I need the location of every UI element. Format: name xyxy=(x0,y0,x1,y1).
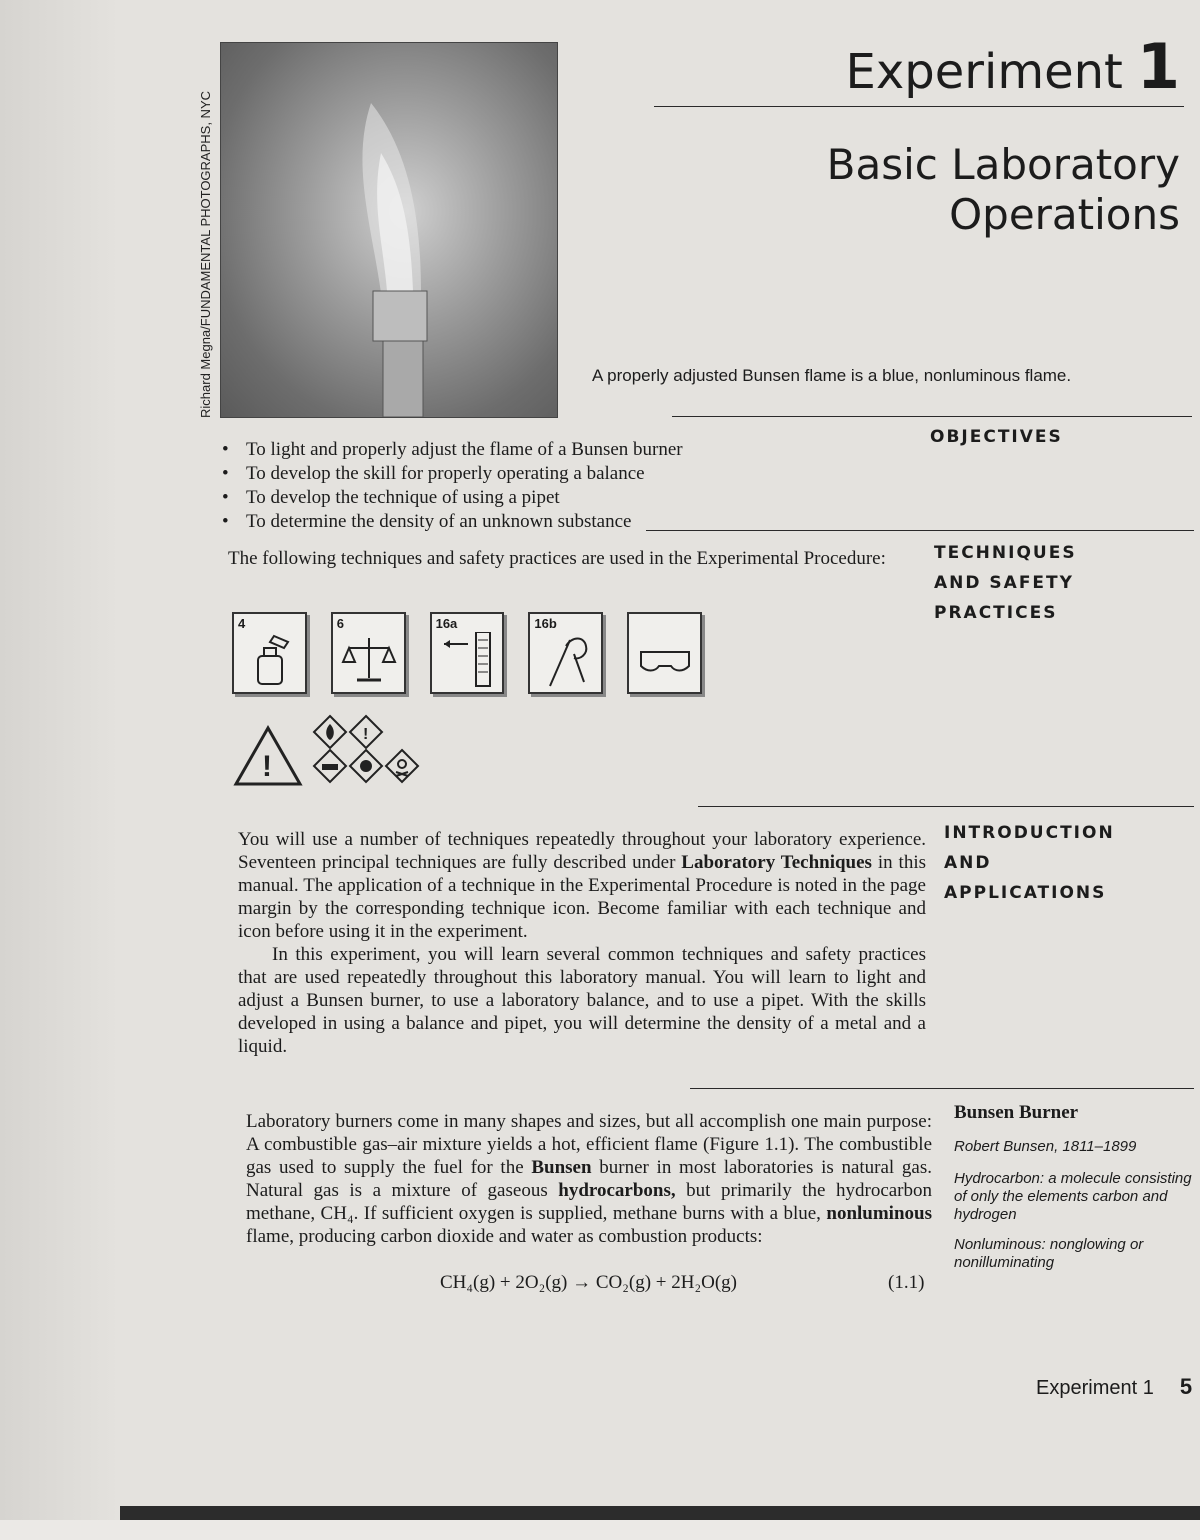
footer-label: Experiment 1 xyxy=(1036,1377,1154,1399)
svg-text:!: ! xyxy=(262,750,272,783)
experiment-number: 1 xyxy=(1136,30,1180,103)
introduction-paragraph-1 xyxy=(238,828,926,943)
text-run: You will use a number of techniques repeatedly throughout your laboratory experience. Seventeen principal techniques are fully described under xyxy=(238,829,926,873)
technique-number: 16b xyxy=(534,616,557,631)
bold-term: hydrocarbons, xyxy=(558,1180,676,1201)
hazard-symbols xyxy=(232,710,452,790)
margin-note-nonluminous: Nonluminous: nonglowing or nonilluminating xyxy=(954,1236,1144,1271)
techniques-heading-line: PRACTICES xyxy=(934,603,1058,623)
margin-note-hydrocarbon: Hydrocarbon: a molecule consisting of only the elements carbon and hydrogen xyxy=(954,1170,1192,1223)
page-footer xyxy=(1036,1374,1196,1402)
title-rule xyxy=(654,106,1184,107)
health-hazard-diamond-icon xyxy=(350,750,382,782)
bunsen-burner-heading: Bunsen Burner xyxy=(954,1102,1079,1123)
text-run: Laboratory burners come in many shapes and sizes, but all accomplish one main purpose: A combustible gas–air mixture yields a hot, efficient flame (Figure 1.1). The combustible gas used to supply the fuel for the xyxy=(246,1111,932,1178)
technique-number: 16a xyxy=(435,616,458,631)
bold-term: nonluminous xyxy=(826,1203,932,1224)
below-page-area xyxy=(0,1520,1200,1540)
objectives-list xyxy=(222,438,822,548)
bunsen-burner-text xyxy=(246,1110,932,1266)
bunsen-flame-photo xyxy=(220,42,558,418)
techniques-heading-line: AND SAFETY xyxy=(934,573,1074,593)
bold-term: Bunsen xyxy=(531,1157,592,1178)
text-run: flame, producing carbon dioxide and water as combustion products: xyxy=(246,1226,763,1247)
safety-goggles-icon xyxy=(635,632,695,688)
introduction-text xyxy=(238,828,926,1080)
bunsen-paragraph xyxy=(246,1110,932,1248)
bold-term: Laboratory Techniques xyxy=(681,852,872,873)
caution-triangle-icon xyxy=(236,728,300,784)
title-line-1: Basic Laboratory xyxy=(826,140,1180,189)
bunsen-burner-image xyxy=(221,43,557,417)
list-item: • To determine the density of an unknown substance xyxy=(222,510,822,534)
technique-16a-icon xyxy=(430,612,505,694)
svg-text:!: ! xyxy=(363,726,369,743)
combustion-equation: CH₄(g) + 2O₂(g) → CO₂(g) + 2H₂O(g) xyxy=(440,1272,737,1293)
objectives-heading: OBJECTIVES xyxy=(930,427,1063,447)
corrosive-diamond-icon xyxy=(314,750,346,782)
list-item: • To develop the skill for properly operating a balance xyxy=(222,462,822,486)
introduction-paragraph-2: In this experiment, you will learn several common techniques and safety practices that are used repeatedly throughout this laboratory manual. You will learn to light and adjust a Bunsen burner, to use a laboratory balance, and to use a pipet. With the skills developed in using a balance and pipet, you will determine the density of a metal and a liquid. xyxy=(238,944,926,1057)
reagent-bottle-icon xyxy=(240,632,300,688)
pipet-hand-icon xyxy=(536,632,596,688)
introduction-heading-line: APPLICATIONS xyxy=(944,883,1107,903)
irritant-diamond-icon xyxy=(350,716,382,748)
page-title xyxy=(680,140,1180,250)
margin-note-bunsen: Robert Bunsen, 1811–1899 xyxy=(954,1138,1137,1155)
list-item: • To develop the technique of using a pipet xyxy=(222,486,822,510)
title-line-2: Operations xyxy=(949,190,1180,239)
text-run: burner in most laboratories is natural gas. Natural gas is a mixture of gaseous xyxy=(246,1157,932,1201)
technique-icons xyxy=(232,612,702,696)
technique-number: 6 xyxy=(336,616,345,631)
balance-icon xyxy=(339,632,399,688)
technique-16b-icon xyxy=(528,612,603,694)
toxic-diamond-icon xyxy=(386,750,418,782)
techniques-intro: The following techniques and safety practices are used in the Experimental Procedure: xyxy=(228,548,886,569)
technique-number: 4 xyxy=(238,616,246,631)
experiment-word: Experiment xyxy=(845,44,1123,100)
list-item: • To light and properly adjust the flame of a Bunsen burner xyxy=(222,438,822,462)
technique-4-icon xyxy=(232,612,307,694)
page-margin-shadow xyxy=(0,0,120,1540)
safety-goggles-technique-icon xyxy=(627,612,702,694)
photo-caption: A properly adjusted Bunsen flame is a blue, nonluminous flame. xyxy=(592,366,1072,385)
techniques-heading xyxy=(934,538,1174,634)
page-bottom-edge xyxy=(120,1506,1200,1520)
page-number: 5 xyxy=(1179,1374,1193,1399)
introduction-heading-line: INTRODUCTION xyxy=(944,823,1115,843)
introduction-heading xyxy=(944,818,1184,914)
introduction-heading-line: AND xyxy=(944,853,992,873)
introduction-rule xyxy=(698,806,1194,807)
techniques-heading-line: TECHNIQUES xyxy=(934,543,1077,563)
technique-6-icon xyxy=(331,612,406,694)
text-run: but primarily the hydrocarbon methane, CH₄. If sufficient oxygen is supplied, methane burns with a blue, xyxy=(246,1180,933,1224)
photo-credit: Richard Megna/FUNDAMENTAL PHOTOGRAPHS, NYC xyxy=(198,91,213,418)
techniques-rule xyxy=(646,530,1194,531)
objectives-rule xyxy=(672,416,1192,417)
pipet-reading-icon xyxy=(438,632,498,688)
equation-number: (1.1) xyxy=(888,1272,925,1293)
text-run: in this manual. The application of a technique in the Experimental Procedure is noted in the page margin by the corresponding technique icon. Become familiar with each technique and icon before using it in the experiment. xyxy=(238,852,926,942)
experiment-heading xyxy=(820,30,1180,103)
flammable-diamond-icon xyxy=(314,716,346,748)
bunsen-rule xyxy=(690,1088,1194,1089)
